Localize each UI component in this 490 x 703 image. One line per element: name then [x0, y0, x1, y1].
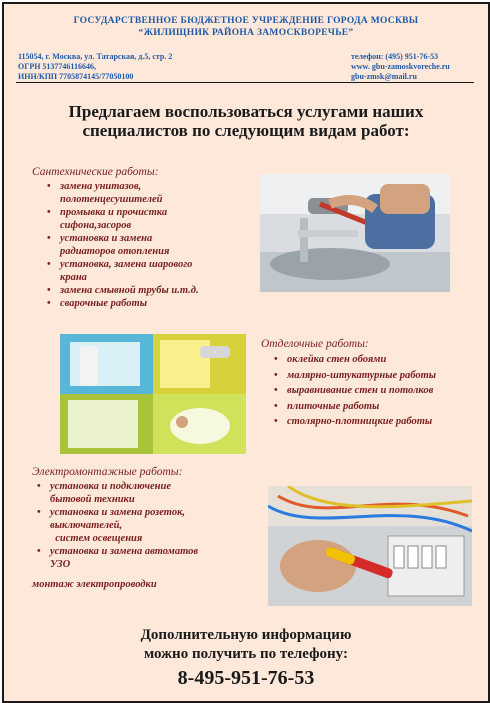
bullet-icon: • — [274, 416, 278, 427]
plumbing-item — [44, 258, 244, 284]
plumbing-item-text: установка и замена — [60, 233, 153, 244]
email-link[interactable]: gbu-zmsk@mail.ru — [351, 72, 417, 81]
plumbing-title: Сантехнические работы: — [32, 166, 159, 178]
plumbing-item-text: радиаторов отопления — [60, 246, 170, 257]
plumbing-item-text: сифона,засоров — [60, 220, 132, 231]
bullet-icon: • — [47, 259, 51, 270]
inn-kpp-text: ИНН/КПП 7705874145/77050100 — [18, 72, 134, 81]
electrical-item-text: установка и подключение — [50, 481, 172, 492]
bullet-icon: • — [47, 298, 51, 309]
plumber-photo — [260, 174, 450, 292]
plumbing-item — [44, 206, 244, 232]
plumbing-item-text: замена смывной трубы и.т.д. — [60, 285, 199, 296]
bullet-icon: • — [274, 385, 278, 396]
bullet-icon: • — [47, 285, 51, 296]
finishing-item-text: оклейка стен обоями — [287, 354, 387, 365]
electrical-item-text: установка и замена розеток, — [50, 507, 186, 518]
header-divider — [16, 82, 474, 83]
bullet-icon: • — [37, 507, 41, 518]
bullet-icon: • — [274, 369, 278, 381]
plumbing-item-text: крана — [60, 272, 87, 283]
bullet-icon: • — [274, 354, 278, 365]
bullet-icon: • — [37, 546, 41, 557]
plumbing-item-text: замена унитазов, — [60, 181, 142, 192]
plumbing-item-text: полотенцесушителей — [60, 194, 163, 205]
electrical-item-text: систем освещения — [50, 533, 143, 544]
electrical-list — [34, 480, 244, 571]
plumbing-item — [44, 284, 244, 297]
plumbing-item-text: сварочные работы — [60, 298, 147, 309]
finishing-item — [271, 414, 481, 430]
electrical-item-text: установка и замена автоматов — [50, 546, 199, 557]
finishing-item — [271, 383, 481, 399]
electrical-item — [34, 480, 244, 506]
address-text: 115054, г. Москва, ул. Татарская, д.5, стр. 2 — [18, 52, 173, 61]
electrical-item-text: УЗО — [50, 559, 71, 570]
finishing-item — [271, 399, 481, 415]
plumbing-item — [44, 297, 244, 310]
finishing-item — [271, 368, 481, 384]
finishing-item-text: выравнивание стен и потолков — [287, 385, 434, 396]
plumbing-item — [44, 180, 244, 206]
electrical-item — [34, 506, 244, 545]
electrician-photo — [268, 486, 472, 606]
footer-info — [4, 626, 488, 664]
website-link[interactable]: www. gbu-zamoskvoreche.ru — [351, 62, 450, 71]
org-name-line2: “ЖИЛИЩНИК РАЙОНА ЗАМОСКВОРЕЧЬЕ” — [138, 28, 354, 38]
header-contacts — [351, 52, 450, 82]
footer-line1: Дополнительную информацию — [140, 627, 352, 643]
finishing-title: Отделочные работы: — [261, 338, 369, 350]
finishing-item-text: малярно-штукатурные работы — [287, 369, 437, 381]
electrical-title: Электромонтажные работы: — [32, 466, 183, 478]
plumbing-item-text: установка, замена шарового — [60, 259, 193, 270]
finishing-item-text: плиточные работы — [287, 400, 380, 412]
painting-collage — [60, 334, 246, 454]
bullet-icon: • — [47, 233, 51, 244]
electrical-item-text: бытовой техники — [50, 494, 135, 505]
header-requisites — [18, 52, 172, 82]
footer-line2: можно получить по телефону: — [144, 646, 348, 662]
finishing-item — [271, 352, 481, 368]
finishing-item-text: столярно-плотницкие работы — [287, 416, 433, 427]
ogrn-text: ОГРН 5137746116646, — [18, 62, 96, 71]
finishing-list — [271, 352, 481, 430]
headline-line1: Предлагаем воспользоваться услугами наших — [68, 102, 424, 121]
plumbing-list — [44, 180, 244, 310]
headline — [4, 102, 488, 140]
electrical-extra: монтаж электропроводки — [32, 579, 157, 590]
org-name-line1: ГОСУДАРСТВЕННОЕ БЮДЖЕТНОЕ УЧРЕЖДЕНИЕ ГОРОДА МОСКВЫ — [73, 16, 419, 26]
electrical-item-text: выключателей, — [50, 520, 123, 531]
bullet-icon: • — [37, 481, 41, 492]
plumbing-item-text: промывка и прочистка — [60, 207, 168, 218]
plumbing-item — [44, 232, 244, 258]
headline-line2: специалистов по следующим видам работ: — [82, 121, 410, 140]
bullet-icon: • — [47, 181, 51, 192]
bullet-icon: • — [274, 400, 278, 412]
electrical-item — [34, 545, 244, 571]
phone-text: телефон: (495) 951-76-53 — [351, 52, 439, 61]
flyer-page — [2, 2, 490, 703]
bullet-icon: • — [47, 207, 51, 218]
footer-phone[interactable]: 8-495-951-76-53 — [177, 667, 315, 689]
